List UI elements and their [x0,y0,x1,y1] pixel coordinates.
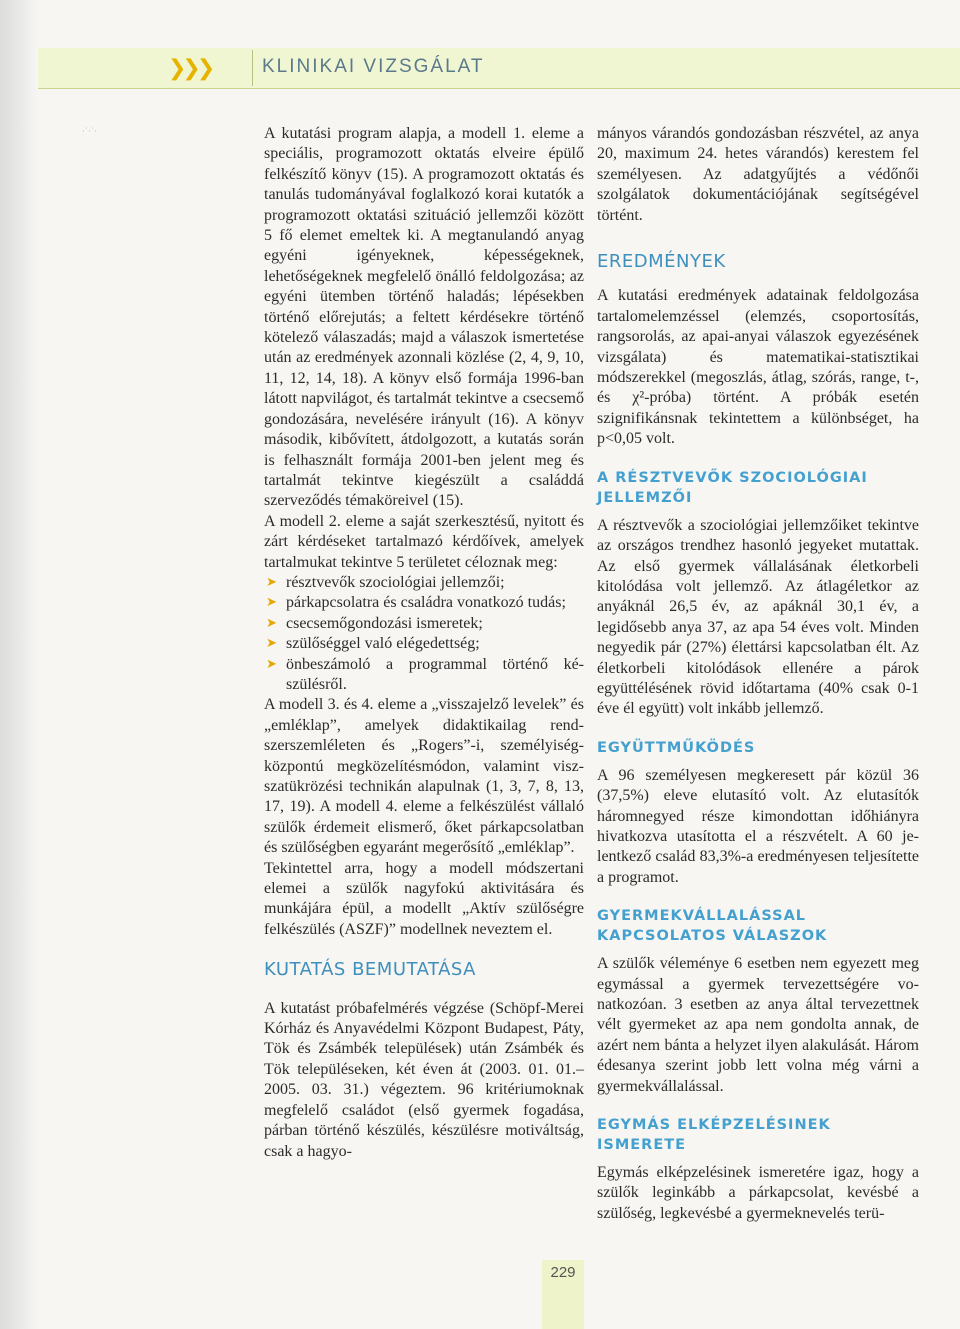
paper-speck: ·˙·˙· [82,126,97,136]
model-element-3-4-paragraph: A modell 3. és 4. eleme a „visszajelző levelek” és „emléklap”, amelyek didaktikailag rendszerszemléleten és „Rogers”-i, személyiségközpontú megközelítésmódon, valamint viszszatükrözési technikán alapulnak (1, 3, 7, 8, 13, 17, 19). A modell 4. eleme a felkészülést vállaló szülők érdemeit elismerő, őket párkapcsolatban és szülőségben egyaránt megerősítő „emléklap”. [264,696,584,857]
header-divider [252,50,253,86]
list-item: ➤ önbeszámoló a programmal történő készülésről. [266,655,584,693]
bullet-arrow-icon: ➤ [266,595,277,611]
model-element-2-paragraph: A modell 2. eleme a saját szerkesztésű, nyitott és zárt kérdéseket tartalmazó kérdőívek, amelyek tartalmukat tekintve 5 területet céloznak meg: [264,512,584,571]
bullet-arrow-icon: ➤ [266,656,277,672]
cooperation-paragraph: A 96 személyesen megkeresett pár közül 36 (37,5%) eleve elutasító volt. Az elutasítók háromnegyed része kimondottan időhiányra hivatkozva utasította el a részvételt. A 60 jelentkező család 83,3%-a eredményesen teljesítette a programot. [597,766,919,886]
continued-paragraph: mányos várandós gondozásban részvétel, az anya 20, maximum 24. hetes várandós) kerestem fel személyesen. Az adatgyűjtés a védőnői szolgálatok dokumentációjának segítségével történt. [597,125,919,224]
results-methods-paragraph: A kutatási eredmények adatainak feldolgozása tartalomelemzéssel (elemzés, csoportosítás, rangsorolás, az apai-anyai válaszok egyezésének vizsgálata) és matematikai-statisztikai módszerekkel (megoszlás, átlag, szórás, range, t-, és χ²-próba) történt. A próbák esetén szignifikánsnak tekintettem a különbséget, ha p<0,05 volt. [597,287,919,448]
sociology-paragraph: A résztvevők a szociológiai jellemzőiket tekintve az országos trendhez hasonló jegyeket mutattak. Az első gyermek vállalásának életkorbeli kitolódása volt jellemző. Az átlagéletkor az anyáknál 26,5 év, az apáknál 30,1 év, a legidősebb anya 37, az apa 54 éves volt. Minden negyedik pár (27%) élettársi kapcsolatban élt. Az életkorbeli kitolódások ellenére a párok együttélésének rövid időtartama (40% csak 0-1 éve él együtt) volt inkább jellemző. [597,516,919,718]
header-arrows-icon [168,54,211,82]
list-item: ➤ csecsemőgondozási ismeretek; [264,614,584,634]
intro-paragraph: A kutatási program alapja, a modell 1. eleme a speciális, programozott oktatás elveire épülő felkészítő könyv (15). A programozott oktatás és tanulás tudományával foglalkozó korai kutatók a programozott oktatási szituáció jellemzői között 5 fő elemet emeltek ki. A megtanulandó anyag egyéni igényeknek, képességeknek, lehetőségeknek megfelelő önálló feldolgozása; az egyéni ütemben történő haladás; lépésekben történő előrejutás; a feltett kérdésekre történő kötelező válaszadás; majd a válaszok ismertetése után az eredmények azonnali közlése (2, 4, 9, 10, 11, 12, 14, 18). A könyv első formája 1996-ban látott napvilágot, és tartalmát tekintve a csecsemő gondozására, nevelésére irányult (16). A könyv második, kibővített, átdolgozott, a kutatás során is felhasznált formája 2001-ben jelent meg és tartalmát tekintve kiegészült a családdá szerveződés témaköreivel (15). [264,125,584,510]
running-header-title: KLINIKAI VIZSGÁLAT [262,56,485,77]
bullet-arrow-icon: ➤ [266,636,277,652]
section-heading-egyuttmukodes: EGYÜTTMŰKÖDÉS [597,739,756,756]
list-item: ➤ résztvevők szociológiai jellemzői; [264,573,584,593]
research-description-paragraph: A kutatást próbafelmérés végzése (Schöpf-Merei Kórház és Anyavédelmi Központ Budapest, Páty, Tök és Zsámbék települések) után Zsámbék és Tök településeken, két éven át (2003. 01. 01.–2005. 03. 31.) végeztem. 96 kritériumoknak megfelelő családot (első gyermek fogadása, párban történő készülés, készülésre motiváltság, csak a hagyo- [264,999,584,1160]
bullet-arrow-icon: ➤ [266,615,277,631]
section-heading-gyermekvallalas: GYERMEKVÁLLALÁSSAL KAPCSOLATOS VÁLASZOK [597,908,828,945]
model-naming-paragraph: Tekintettel arra, hogy a modell módszertani elemei a szülők nagyfokú aktivitására és munkájára épül, a modellt „Aktív szülőségre felkészülés (ASZF)” modellnek neveztem el. [264,859,584,938]
mutual-ideas-paragraph: Egymás elképzelésinek ismeretére igaz, hogy a szülők leginkább a párkapcsolat, kevésbé a szülőség, legkevésbé a gyermeknevelés terü- [597,1164,919,1222]
questionnaire-areas-list [264,573,584,695]
childbearing-paragraph: A szülők véleménye 6 esetben nem egyezett meg egymással a gyermek tervezettségére vonatkozóan. 3 esetben az anya által tervezettnek vélt gyermeket az apa nem gondolta annak, de azért nem bánta a helyzet ilyen alakulását. Három édesanya szerint jobb lett volna még várni a gyermekvállalással. [597,955,919,1095]
section-heading-resztvevok: A RÉSZTVEVŐK SZOCIOLÓGIAI JELLEMZŐI [597,469,868,506]
page-number: 229 [550,1264,576,1281]
section-heading-eredmenyek: EREDMÉNYEK [597,251,726,273]
bullet-arrow-icon: ➤ [266,574,277,590]
list-item: ➤ szülőséggel való elégedettség; [264,634,584,654]
section-heading-kutatas: KUTATÁS BEMUTATÁSA [264,959,476,981]
list-item: ➤ párkapcsolatra és családra vonatkozó tudás; [264,593,584,613]
right-column [597,124,919,1224]
page-edge-shadow [0,0,38,1329]
triple-chevron-icon: ❯❯❯ [168,55,212,81]
section-heading-egymas: EGYMÁS ELKÉPZELÉSINEK ISMERETE [597,1117,831,1154]
left-column [264,124,584,1162]
